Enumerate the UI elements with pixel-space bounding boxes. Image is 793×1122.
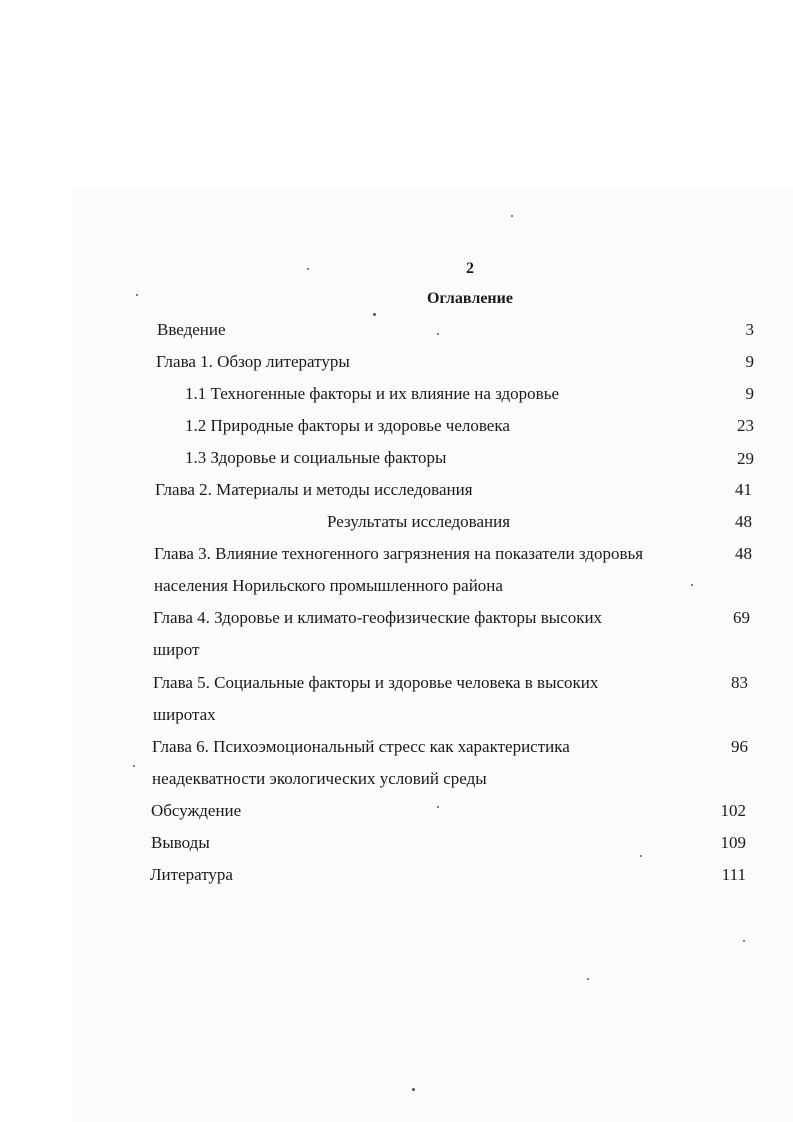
- scan-speck: [511, 215, 513, 217]
- toc-entry-chapter-2: Глава 2. Материалы и методы исследования: [155, 480, 473, 499]
- toc-title: Оглавление: [427, 290, 513, 307]
- toc-entry-chapter-6-cont: неадекватности экологических условий среды: [152, 769, 487, 788]
- page-number: 2: [466, 260, 474, 277]
- toc-page-chapter-2: 41: [735, 480, 752, 499]
- toc-page-chapter-3: 48: [735, 544, 752, 563]
- scan-speck: [437, 806, 439, 808]
- toc-page-section-1-3: 29: [737, 449, 754, 468]
- toc-entry-chapter-4-cont: широт: [153, 640, 200, 659]
- toc-entry-section-1-3: 1.3 Здоровье и социальные факторы: [185, 448, 447, 467]
- toc-entry-conclusions: Выводы: [151, 833, 210, 852]
- scan-speck: [412, 1088, 415, 1091]
- scan-speck: [743, 940, 745, 942]
- toc-entry-chapter-5: Глава 5. Социальные факторы и здоровье человека в высоких: [153, 673, 599, 692]
- toc-entry-chapter-4: Глава 4. Здоровье и климато-геофизические факторы высоких: [153, 608, 603, 627]
- toc-page-references: 111: [721, 865, 746, 884]
- scan-speck: [437, 333, 439, 335]
- toc-page-chapter-4: 69: [733, 608, 750, 627]
- toc-entry-chapter-3-cont: населения Норильского промышленного района: [154, 576, 503, 595]
- scan-speck: [136, 294, 138, 296]
- toc-entry-references: Литература: [150, 865, 233, 884]
- toc-page-chapter-5: 83: [731, 673, 748, 692]
- scan-speck: [640, 855, 642, 857]
- scan-speck: [373, 313, 376, 316]
- scan-speck: [133, 765, 135, 767]
- toc-page-results: 48: [735, 512, 752, 531]
- toc-page-section-1-1: 9: [745, 384, 754, 403]
- toc-page-conclusions: 109: [720, 833, 746, 852]
- toc-entry-results: Результаты исследования: [327, 512, 511, 531]
- toc-entry-chapter-3: Глава 3. Влияние техногенного загрязнения на показатели здоровья: [154, 544, 644, 563]
- toc-entry-section-1-1: 1.1 Техногенные факторы и их влияние на здоровье: [185, 384, 559, 403]
- toc-page-introduction: 3: [745, 320, 754, 339]
- toc-entry-chapter-1: Глава 1. Обзор литературы: [156, 352, 350, 371]
- toc-entry-section-1-2: 1.2 Природные факторы и здоровье человека: [185, 416, 510, 435]
- toc-entry-chapter-6: Глава 6. Психоэмоциональный стресс как характеристика: [152, 737, 570, 756]
- toc-entry-introduction: Введение: [157, 320, 226, 339]
- toc-entry-discussion: Обсуждение: [151, 801, 242, 820]
- toc-entry-chapter-5-cont: широтах: [153, 705, 216, 724]
- toc-page-discussion: 102: [720, 801, 746, 820]
- toc-page-chapter-1: 9: [745, 352, 754, 371]
- scan-speck: [587, 978, 589, 980]
- scan-speck: [691, 584, 693, 586]
- toc-page-section-1-2: 23: [737, 416, 754, 435]
- toc-page-chapter-6: 96: [731, 737, 748, 756]
- scan-speck: [307, 268, 309, 270]
